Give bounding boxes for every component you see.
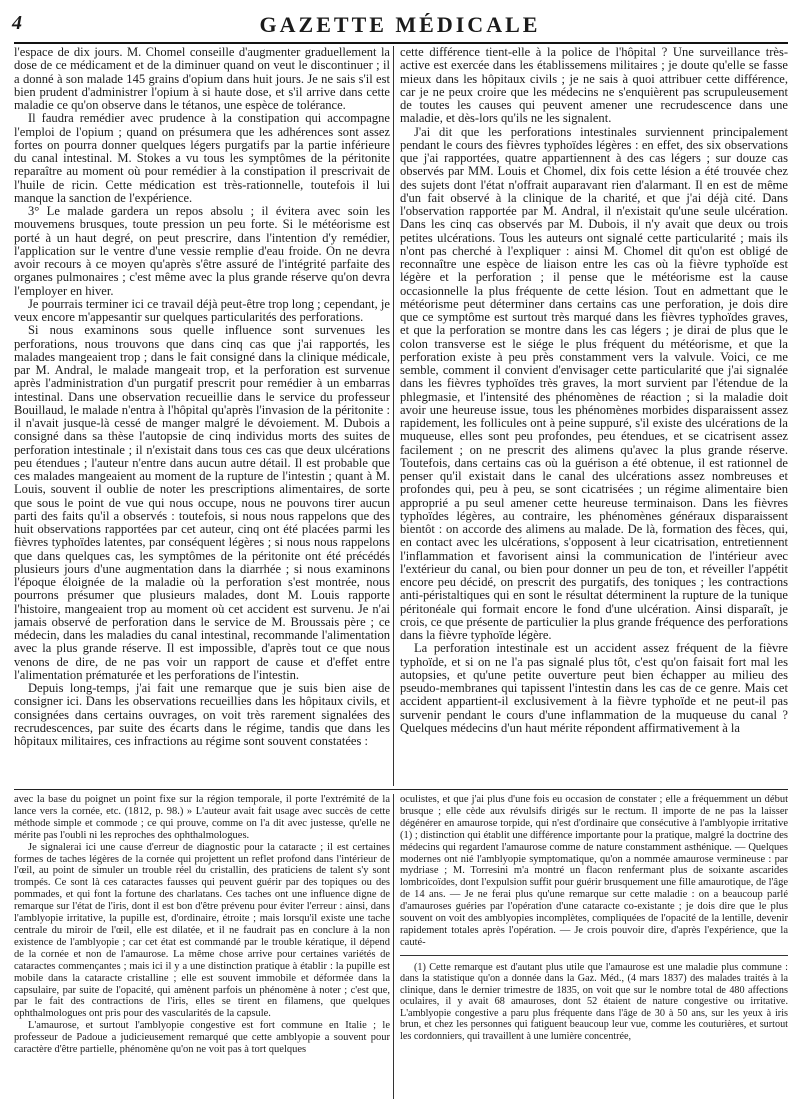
paragraph: oculistes, et que j'ai plus d'une fois eu occasion de constater ; elle a fréquemment un début brusque ; elle cède aux révulsifs dirigés sur le rectum. Il importe de ne pas la laisser dégénérer en amaurose torpide, qui n'est d'ordinaire que consécutive à l'amblyopie irritative (1) ; distinction qui établit une différence importante pour la pratique, malgré la doctrine des médecins qui regardent l'amaurose comme de nature constamment asthénique. — Quelques modernes ont nié l'amblyopie symptomatique, qu'on a nommée amaurose vermineuse : par mydriase ; M. Torresini m'a montré un flacon renfermant plus de soixante ascarides lombricoïdes, dont l'expulsion suffit pour guérir brusquement une fille amaurotique, de l'âge de 14 ans. — Je ne ferai plus qu'une remarque sur cette maladie : on a beaucoup parlé d'amauroses guéries par l'opération d'une cataracte co-existante ; je dois dire que le plus souvent on voit des amblyopies incomplètes, compliquées de l'opacité de la lentille, devenir rapidement totales après l'opération. — Je crois pouvoir dire, d'après l'expérience, que la cauté-	[400, 794, 788, 948]
paragraph: J'ai dit que les perforations intestinales surviennent principalement pendant le cours des fièvres typhoïdes légères : en effet, des six observations que j'ai rapportées, quatre appartiennent à des cas légers ; sur douze cas observés par MM. Louis et Chomel, dix fois cette lésion a été trouvée chez des sujets dont l'état n'offrait auparavant rien d'alarmant. Il en est de même d'un fait observé à la clinique de la charité, et que j'ai déjà cité. Dans l'observation rapportée par M. Andral, il n'existait qu'une seule ulcération. Dans les cinq cas observés par M. Dubois, il n'y avait que deux ou trois petites ulcérations. Tous les auteurs ont signalé cette particularité ; mais ils n'ont pas cherché à l'expliquer : ainsi M. Chomel dit qu'on est obligé de reconnaître une espèce de liaison entre les cas où la fièvre typhoïde est légère et la perforation ; il pense que le météorisme est la cause occasionnelle la plus fréquente de cette lésion. Tout en admettant que le météorisme peut déterminer dans certains cas une perforation, je dois dire que ce symptôme est surtout très marqué dans les fièvres typhoïdes graves, et que la perforation se montre dans les cas légers ; je dirai de plus que le colon transverse est le siége le plus fréquent du météorisme, et que la perforation existe à peu près constamment vers la valvule. Voici, ce me semble, comment il convient d'envisager cette particularité que j'ai signalée dans les fièvres typhoïdes très graves, la mort survient par l'étendue de la phlegmasie, et l'intensité des phénomènes de réaction ; si la maladie doit avoir une heureuse issue, tous les phénomènes morbides disparaissent assez rapidement, les follicules ont à peine suppuré, s'il existe des ulcérations de la muqueuse, elles sont peu profondes, peu étendues, et se cicatrisent assez facilement ; on ne prescrit des alimens qu'avec la plus grande réserve. Toutefois, dans certains cas où la guérison a été obtenue, il est rationnel de penser qu'il existait dans le canal des ulcérations assez nombreuses et profondes qui, peu à peu, se sont cicatrisées ; un régime alimentaire bien approprié a pu seul amener cette heureuse terminaison. Dans les fièvres typhoïdes légères, au contraire, les phénomènes généraux disparaissent bientôt : on accorde des alimens au malade. De là, formation des fèces, qui, en contact avec les ulcérations, s'opposent à leur cicatrisation, entretiennent l'inflammation et favorisent ainsi la communication de l'intérieur avec l'extérieur du canal, ou bien pour donner un peu de ton, et réveiller l'appétit encore peu décidé, on prescrit des purgatifs, des toniques ; les contractions anti-péristaltiques qui en sont le résultat déterminent la rupture de la tunique péritonéale qui formait encore le fond d'une ulcération. Ainsi disparaît, je crois, ce que présente de particulier la plus grande fréquence des perforations dans la fièvre typhoïde légère.	[400, 124, 788, 642]
lower-right-column	[400, 794, 788, 1099]
section-rule	[14, 789, 788, 790]
upper-article	[14, 46, 788, 786]
column-divider	[393, 46, 394, 786]
page-header	[12, 12, 788, 38]
paragraph: La perforation intestinale est un accident assez fréquent de la fièvre typhoïde, et si on ne l'a pas signalé plus tôt, c'est qu'on faisait fort mal les autopsies, et qu'une petite ouverture peut bien échapper au milieu des pseudo-membranes qui tapissent l'intestin dans les cas de ce genre. Mais cet accident appartient-il exclusivement à la fièvre typhoïde et ne peut-il pas survenir pendant le cours d'une inflammation de la muqueuse du canal ? Quelques médecins d'un haut mérite répondent affirmativement à la	[400, 641, 788, 735]
lower-article	[14, 794, 788, 1099]
paragraph: Depuis long-temps, j'ai fait une remarque que je suis bien aise de consigner ici. Dans les observations recueillies dans les hôpitaux civils, et consignées dans certains ouvrages, on voit très rarement signalées des recrudescences, par suite des écarts dans le régime, tandis que dans les hôpitaux militaires, ces infractions au régime sont souvent constatées :	[14, 681, 390, 748]
page-number: 4	[12, 12, 22, 34]
footnote: (1) Cette remarque est d'autant plus utile que l'amaurose est une maladie plus commune : dans la statistique qu'on a donnée dans la Gaz. Méd., (4 mars 1837) des malades traités à la clinique, dans le dernier trimestre de 1835, on voit que sur le nombre total de 480 affections oculaires, il y avait 68 amauroses, dont 52 étaient de nature congestive ou irritative. L'amblyopie congestive a paru plus fréquente dans l'âge de 30 à 50 ans, sur les yeux à iris brun, et chez les personnes qui fatiguent beaucoup leur vue, comme les couturières, et surtout les cordonniers, qui travaillent à une lumière concentrée,	[400, 961, 788, 1042]
lower-left-column	[14, 794, 390, 1099]
upper-left-column	[14, 46, 390, 786]
header-rule	[14, 42, 788, 44]
paragraph: cette différence tient-elle à la police de l'hôpital ? Une surveillance très-active est exercée dans les établissemens militaires ; je doute qu'elle se fasse mieux dans les hôpitaux civils ; je ne sais à quoi attribuer cette différence, car je ne peux croire que les médecins ne s'enquièrent pas scrupuleusement de toutes les causes qui peuvent amener une recrudescence dans une maladie, et dès-lors qu'ils ne les signalent.	[400, 46, 788, 126]
upper-right-column	[400, 46, 788, 786]
footnote-rule	[400, 955, 788, 956]
paragraph: L'amaurose, et surtout l'amblyopie congestive est fort commune en Italie ; le professeur de Padoue a judicieusement remarqué que cette amblyopie a souvent pour caractère d'être partielle, phénomène qu'on ne voit pas à tort quelques	[14, 1020, 390, 1056]
paragraph: Je pourrais terminer ici ce travail déjà peut-être trop long ; cependant, je veux encore m'appesantir sur quelques particularités des perforations.	[14, 296, 390, 324]
journal-title: GAZETTE MÉDICALE	[259, 12, 541, 37]
paragraph: l'espace de dix jours. M. Chomel conseille d'augmenter graduellement la dose de ce médicament et de la diminuer quand on veut le discontinuer ; il a donné à son malade 145 grains d'opium dans huit jours. Je ne sais s'il est bien prudent d'administrer l'opium à si haute dose, et s'il arrive dans cette maladie ce qu'on observe dans le tétanos, une espèce de tolérance.	[14, 46, 390, 112]
paragraph: Il faudra remédier avec prudence à la constipation qui accompagne l'emploi de l'opium ; quand on présumera que les adhérences sont assez fortes on pourra donner quelques légers purgatifs par la partie inférieure du canal intestinal. M. Stokes a vu tous les symptômes de la péritonite reparaître au moment où pour remédier à la constipation il prescrivait de l'huile de ricin. Cette médication est très-rationnelle, toutefois il lui manque la sanction de l'expérience.	[14, 111, 390, 205]
paragraph: Si nous examinons sous quelle influence sont survenues les perforations, nous trouvons que dans cinq cas que j'ai rapportés, les malades mangeaient trop ; dans le fait consigné dans la clinique médicale, par M. Andral, le malade mangeait trop, et la perforation est survenue après l'administration d'un purgatif prescrit pour remédier à un embarras intestinal. Dans une observation recueillie dans le service du professeur Bouillaud, le malade n'entra à l'hôpital qu'après l'invasion de la péritonite : il n'avait jusque-là cessé de manger malgré le dévoiement. M. Dubois a consigné dans sa thèse l'autopsie de cinq individus morts des suites de perforation intestinale ; il n'existait dans tous ces cas que deux ulcérations peu étendues ; l'auteur n'entre dans aucun autre détail. Il est probable que ces malades mangeaient au moment de la rupture de l'intestin ; quant à M. Louis, souvent il oublie de noter les prescriptions alimentaires, de sorte que sous le point de vue qui nous occupe, nous ne pouvons tirer aucun parti des faits qu'il a observés : toutefois, si nous nous rappelons que des huit observations rapportées par cet auteur, cinq ont été placées parmi les fièvres typhoïdes latentes, par conséquent légères ; si nous nous rappelons que dans quelques cas, les symptômes de la péritonite ont été précédés plusieurs jours d'une augmentation dans la diarrhée ; si nous examinons l'époque éloignée de la maladie où la perforation s'est montrée, nous pourrons présumer que plusieurs malades, dont M. Louis rapporte l'histoire, mangeaient trop au moment où cet accident est survenu. Je n'ai jamais observé de perforation dans le service de M. Broussais père ; ce médecin, dans les maladies du canal intestinal, recommande l'alimentation avec la plus grande réserve. Il est impossible, d'après tout ce que nous venons de dire, de ne pas voir un rapport de cause et d'effet entre l'alimentation prématurée et les perforations de l'intestin.	[14, 323, 390, 682]
paragraph: avec la base du poignet un point fixe sur la région temporale, il porte l'extrémité de la lance vers la cornée, etc. (1812, p. 98.) » L'auteur avait fait usage avec succès de cette méthode simple et commode ; ce qui prouve, comme on l'a dit avec justesse, qu'elle ne mérite pas l'oubli ni les reproches des ophthalmologues.	[14, 794, 390, 841]
paragraph: Je signalerai ici une cause d'erreur de diagnostic pour la cataracte ; il est certaines formes de taches légères de la cornée qui projettent un reflet profond dans l'intérieur de l'œil, au point de simuler un trouble réel du cristallin, des praticiens de talent s'y sont trompés. Ce sont là ces cataractes fausses qui peuvent guérir par des topiques ou des pommades, et qui font la fortune des charlatans. Ces taches ont une influence digne de remarque sur l'état de l'iris, dont il est bon d'être prévenu pour éviter l'erreur : ainsi, dans l'amblyopie irritative, la pupille est, d'ordinaire, étroite ; mais lorsqu'il existe une tache centrale du miroir de l'œil, elle est dilatée, et il ne faudrait pas en conclure à la non existence de l'amblyopie ; car cet état est commandé par le trouble kératique, il dépend de la cornée et non de l'amaurose. La même chose arrive pour certaines variétés de cataractes commençantes ; mais ici il y a une distinction pratique à établir : la pupille est mobile dans la cataracte cristalline ; elle est souvent immobile et déformée dans la capsulaire, par suite de l'opacité, qui amènent parfois un phénomène à noter ; c'est que, par le fait des contractions de l'iris, elles se tirent en filamens, que quelques ophthalmologues ont pris pour des vascularités de la capsule.	[14, 841, 390, 1020]
paragraph: 3° Le malade gardera un repos absolu ; il évitera avec soin les mouvemens brusques, toute pression un peu forte. Si le météorisme est porté à un haut degré, on peut prescrire, dans l'intention d'y remédier, l'application sur le ventre d'une vessie remplie d'eau froide. On ne devra avoir recours à ce moyen qu'après s'être assuré de l'intégrité parfaite des organes pulmonaires ; c'est même avec la plus grande réserve qu'on devra l'employer en hiver.	[14, 204, 390, 298]
column-divider	[393, 794, 394, 1099]
